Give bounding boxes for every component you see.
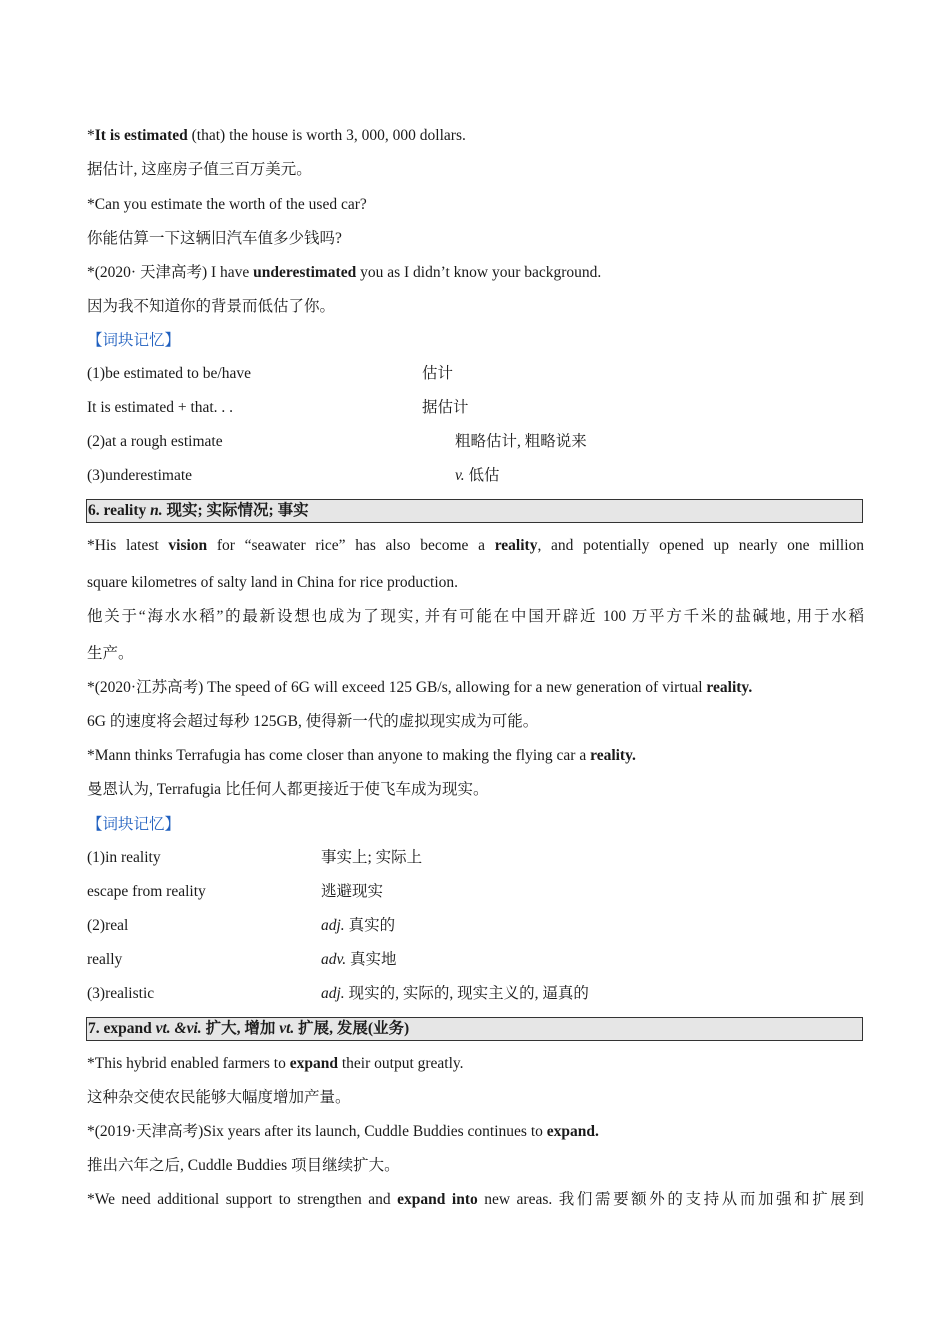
phrase-meaning: 粗略估计, 粗略说来 [455,433,587,450]
example-translation: 因为我不知道你的背景而低估了你。 [87,298,336,315]
phrase: (1)in reality [87,849,161,866]
phrase-meaning: adj. 现实的, 实际的, 现实主义的, 逼真的 [321,985,589,1002]
word-header-expand: 7. expand vt. &vi. 扩大, 增加 vt. 扩展, 发展(业务) [86,1017,863,1041]
phrase: (3)realistic [87,985,155,1002]
example-sentence: *(2020· 天津高考) I have underestimated you as I didn’t know your background. [87,264,602,281]
phrase-meaning: 逃避现实 [321,883,384,900]
example-sentence: *Can you estimate the worth of the used car? [87,196,367,213]
example-translation: 曼恩认为, Terrafugia 比任何人都更接近于使飞车成为现实。 [87,781,489,798]
phrase-meaning: 估计 [422,365,454,382]
example-sentence: *His latest vision for “seawater rice” has also become a reality, and potentially opened up nearly one million [87,537,864,554]
word-header-reality: 6. reality n. 现实; 实际情况; 事实 [86,499,863,523]
phrase-meaning: v. 低估 [455,467,500,484]
example-sentence: *We need additional support to strengthen and expand into new areas. 我们需要额外的支持从而加强和扩展到 [87,1191,864,1208]
example-translation: 6G 的速度将会超过每秒 125GB, 使得新一代的虚拟现实成为可能。 [87,713,539,730]
phrase: (2)at a rough estimate [87,433,223,450]
phrase-meaning: 事实上; 实际上 [321,849,423,866]
phrase-meaning: 据估计 [422,399,469,416]
phrase-meaning: adj. 真实的 [321,917,396,934]
memory-heading: 【词块记忆】 [87,816,181,833]
example-translation: 这种杂交使农民能够大幅度增加产量。 [87,1089,351,1106]
phrase-meaning: adv. 真实地 [321,951,397,968]
example-sentence: *It is estimated (that) the house is worth 3, 000, 000 dollars. [87,127,466,144]
example-translation-continued: 生产。 [87,645,134,662]
phrase: really [87,951,123,968]
example-translation: 他关于“海水水稻”的最新设想也成为了现实, 并有可能在中国开辟近 100 万平方千米的盐碱地, 用于水稻 [87,608,864,625]
example-sentence-continued: square kilometres of salty land in China for rice production. [87,574,459,591]
phrase: It is estimated + that. . . [87,399,234,416]
example-sentence: *(2019·天津高考)Six years after its launch, Cuddle Buddies continues to expand. [87,1123,599,1140]
phrase: escape from reality [87,883,206,900]
example-translation: 推出六年之后, Cuddle Buddies 项目继续扩大。 [87,1157,400,1174]
example-sentence: *This hybrid enabled farmers to expand their output greatly. [87,1055,464,1072]
example-translation: 你能估算一下这辆旧汽车值多少钱吗? [87,230,342,247]
memory-heading: 【词块记忆】 [87,332,181,349]
phrase: (2)real [87,917,129,934]
example-sentence: *(2020·江苏高考) The speed of 6G will exceed 125 GB/s, allowing for a new generation of virtual reality. [87,679,753,696]
example-sentence: *Mann thinks Terrafugia has come closer than anyone to making the flying car a reality. [87,747,636,764]
phrase: (3)underestimate [87,467,193,484]
phrase: (1)be estimated to be/have [87,365,251,382]
example-translation: 据估计, 这座房子值三百万美元。 [87,161,312,178]
